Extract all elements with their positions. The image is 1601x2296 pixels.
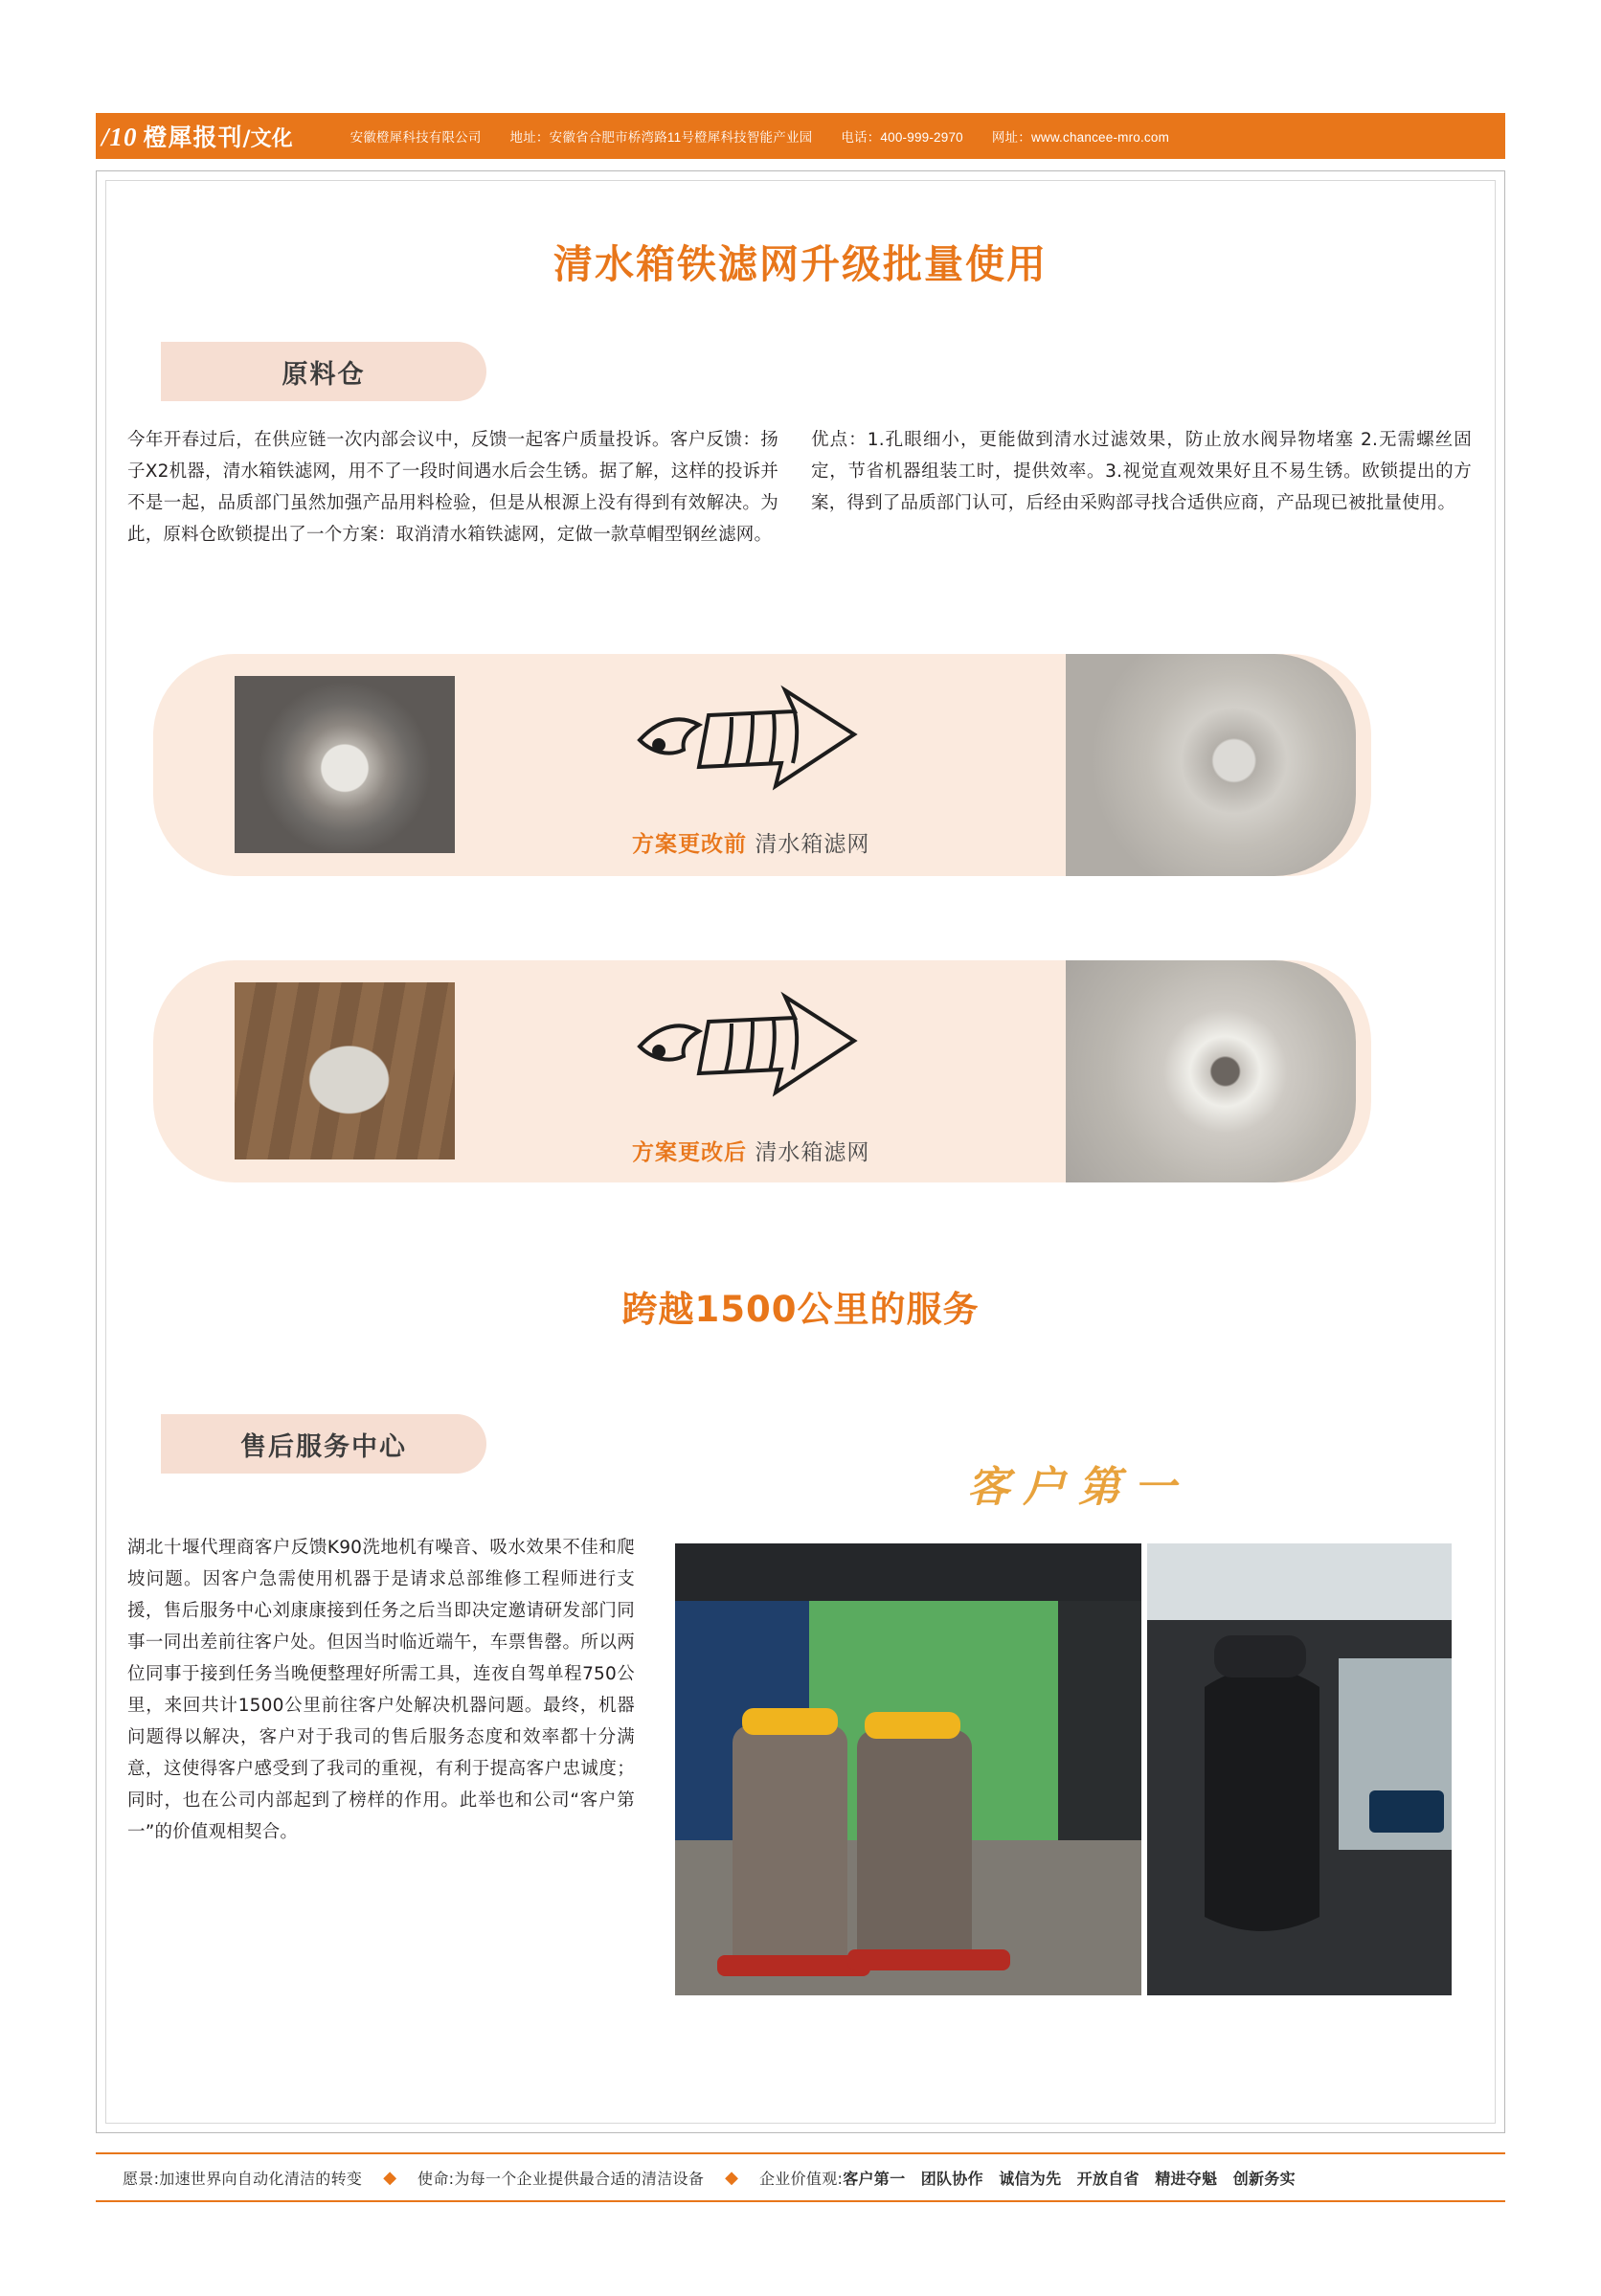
company-address: 地址：安徽省合肥市桥湾路11号橙犀科技智能产业园 xyxy=(509,130,813,145)
new-filter-installed-photo xyxy=(1066,960,1356,1182)
publication-section: /文化 xyxy=(242,126,293,151)
page-footer xyxy=(96,2152,1505,2202)
article1-department-pill: 原料仓 xyxy=(161,342,486,401)
article2-title: 跨越1500公里的服务 xyxy=(621,1289,980,1330)
after-change-label: 方案更改后 xyxy=(632,1140,747,1165)
footer-values-text: 客户第一 团队协作 诚信为先 开放自省 精进夺魁 创新务实 xyxy=(843,2169,1296,2188)
page-number: /10 xyxy=(101,123,138,151)
old-filter-mesh-photo xyxy=(235,676,455,853)
footer-vision-label: 愿景: xyxy=(123,2169,160,2188)
article1-left-column: 今年开春过后，在供应链一次内部会议中，反馈一起客户质量投诉。客户反馈：扬子X2机器，清水箱铁滤网，用不了一段时间遇水后会生锈。据了解，这样的投诉并不是一起，品质部门虽然加强产品用料检验，但是从根源上没有得到有效解决。为此，原料仓欧锁提出了一个方案：取消清水箱铁滤网，定做一款草帽型钢丝滤网。 xyxy=(127,430,778,545)
scrubber-machines-onsite-photo xyxy=(675,1543,1141,1995)
footer-divider: ◆ xyxy=(725,2167,738,2187)
customer-first-slogan: 客户第一 xyxy=(967,1463,1189,1512)
old-filter-installed-photo xyxy=(1066,654,1356,876)
footer-divider: ◆ xyxy=(383,2167,397,2187)
after-change-caption xyxy=(632,1135,869,1166)
before-change-caption xyxy=(632,826,869,858)
arrow-icon xyxy=(632,989,862,1109)
article1-right-column: 优点：1.孔眼细小，更能做到清水过滤效果，防止放水阀异物堵塞 2.无需螺丝固定，节省机器组装工时，提供效率。3.视觉直观效果好且不易生锈。欧锁提出的方案，得到了品质部门认可，后经由采购部寻找合适供应商，产品现已被批量使用。 xyxy=(811,430,1472,513)
footer-values-label: 企业价值观: xyxy=(759,2169,844,2188)
header-brand-group xyxy=(101,119,293,153)
footer-mission xyxy=(396,2167,725,2189)
footer-vision-text: 加速世界向自动化清洁的转变 xyxy=(159,2169,363,2188)
article2-body-text: 湖北十堰代理商客户反馈K90洗地机有噪音、吸水效果不佳和爬坡问题。因客户急需使用机器于是请求总部维修工程师进行支援，售后服务中心刘康康接到任务之后当即决定邀请研发部门同事一同出差前往客户处。但因当时临近端午，车票售罄。所以两位同事于接到任务当晚便整理好所需工具，连夜自驾单程750公里，来回共计1500公里前往客户处解决机器问题。最终，机器问题得以解决，客户对于我司的售后服务态度和效率都十分满意，这使得客户感受到了我司的重视，有利于提高客户忠诚度；同时，也在公司内部起到了榜样的作用。此举也和公司“客户第一”的价值观相契合。 xyxy=(127,1538,635,1842)
after-change-subject: 清水箱滤网 xyxy=(755,1140,870,1165)
footer-mission-label: 使命: xyxy=(417,2169,455,2188)
page-header xyxy=(96,113,1505,159)
footer-vision xyxy=(101,2167,383,2189)
before-change-label: 方案更改前 xyxy=(632,832,747,857)
footer-values xyxy=(738,2167,1317,2189)
article1-title: 清水箱铁滤网升级批量使用 xyxy=(553,241,1048,287)
footer-mission-text: 为每一个企业提供最合适的清洁设备 xyxy=(454,2169,705,2188)
before-change-subject: 清水箱滤网 xyxy=(755,832,870,857)
article2-department-pill: 售后服务中心 xyxy=(161,1414,486,1474)
company-phone: 电话：400-999-2970 xyxy=(841,130,963,145)
header-company-info xyxy=(350,126,1169,146)
new-steel-wire-mesh-photo xyxy=(235,982,455,1159)
car-interior-driving-photo xyxy=(1147,1543,1452,1995)
arrow-icon xyxy=(632,683,862,802)
company-website: 网址：www.chancee-mro.com xyxy=(991,130,1170,145)
company-name: 安徽橙犀科技有限公司 xyxy=(350,130,482,145)
publication-name: 橙犀报刊 xyxy=(143,124,243,151)
